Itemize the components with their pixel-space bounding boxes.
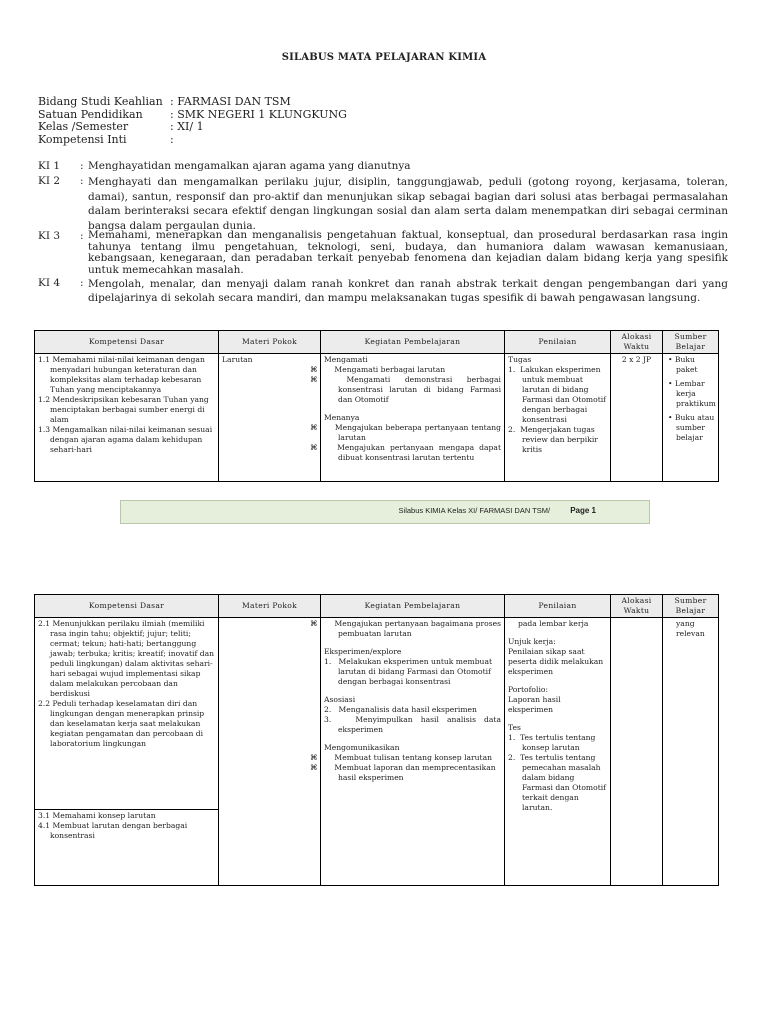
kd-cell	[35, 354, 219, 482]
kegiatan-heading: Mengomunikasikan	[324, 743, 400, 752]
header-materi-pokok: Materi Pokok	[219, 331, 321, 354]
checkbox-bullet-icon: ⌘	[310, 365, 318, 374]
page-number: Page 1	[570, 506, 596, 515]
materi-cell	[219, 618, 321, 886]
meta-label: Kompetensi Inti	[38, 133, 127, 146]
kd-cell	[35, 810, 219, 886]
table-header-row	[35, 331, 719, 354]
penilaian-item: 1. Tes tertulis tentang konsep larutan	[508, 733, 596, 752]
alokasi-cell: 2 x 2 JP	[611, 354, 663, 482]
kegiatan-cell	[310, 618, 505, 886]
checkbox-bullet-icon: ⌘	[310, 423, 318, 432]
page-footer	[120, 500, 648, 522]
kegiatan-heading: Mengamati	[324, 355, 368, 364]
ki-item: KI 3 : Memahami, menerapkan dan menganalisis pengetahuan faktual, konseptual, dan prosedural berdasarkan rasa ingin tahunya tentang ilmu pengetahuan, teknologi, seni, budaya, dan humaniora dalam wawasan kemanusiaan, kebangsaan, kenegaraan, dan peradaban terkait penyebab fenomena dan kejadian dalam bidang kerja yang spesifik untuk memecahkan masalah.	[38, 229, 728, 276]
checkbox-bullet-icon: ⌘	[310, 443, 318, 452]
ki-item: KI 1 : Menghayatidan mengamalkan ajaran agama yang dianutnya	[38, 160, 728, 173]
ki-item: KI 2 : Menghayati dan mengamalkan perilaku jujur, disiplin, tanggungjawab, peduli (gotong royong, kerjasama, toleran, damai), santun, responsif dan pro-aktif dan menunjukan sikap sebagai bagian dari solusi atas berbagai permasalahan dalam berinteraksi secara efektif dengan lingkungan sosial dan alam serta dalam menempatkan diri sebagai cerminan bangsa dalam pergaulan dunia.	[38, 175, 728, 232]
sumber-item: • Lembar kerja praktikum	[668, 379, 716, 408]
document-title: SILABUS MATA PELAJARAN KIMIA	[281, 52, 487, 63]
header-kegiatan: Kegiatan Pembelajaran	[321, 595, 505, 618]
meta-row: Bidang Studi Keahlian : FARMASI DAN TSM	[38, 95, 291, 108]
kegiatan-heading: Asosiasi	[324, 695, 356, 704]
penilaian-heading: Tugas	[508, 355, 532, 364]
meta-row: Kelas /Semester : XI/ 1	[38, 120, 204, 133]
meta-label: Kelas /Semester	[38, 120, 129, 133]
kegiatan-cell	[310, 354, 505, 482]
kegiatan-item: ⌘ Membuat tulisan tentang konsep larutan	[310, 753, 493, 762]
header-kompetensi-dasar: Kompetensi Dasar	[35, 331, 219, 354]
kegiatan-heading: Eksperimen/explore	[324, 647, 402, 656]
ki-label: KI 1	[38, 160, 61, 172]
kegiatan-item: ⌘ Mengajukan pertanyaan mengapa dapat dibuat konsentrasi larutan tertentu	[310, 443, 501, 462]
penilaian-heading: Portofolio:	[508, 685, 548, 694]
header-alokasi: Alokasi Waktu	[611, 595, 663, 618]
header-penilaian: Penilaian	[505, 595, 611, 618]
kd-cell	[35, 618, 219, 810]
kegiatan-item: ⌘ Membuat laporan dan memprecentasikan hasil eksperimen	[310, 763, 496, 782]
penilaian-cell	[505, 618, 611, 886]
header-kegiatan: Kegiatan Pembelajaran	[321, 331, 505, 354]
ki-label: KI 3	[38, 230, 61, 242]
penilaian-item: 1. Lakukan eksperimen untuk membuat larutan di bidang Farmasi dan Otomotif dengan berbagai konsentrasi	[508, 365, 606, 424]
ki-label: KI 2	[38, 175, 61, 187]
penilaian-cell	[505, 354, 611, 482]
kegiatan-item: ⌘ Mengamati demonstrasi berbagai konsentrasi larutan di bidang Farmasi dan Otomotif	[310, 375, 501, 404]
ki-item: KI 4 : Mengolah, menalar, dan menyaji dalam ranah konkret dan ranah abstrak terkait dengan pengembangan dari yang dipelajarinya di sekolah secara mandiri, dan mampu melaksanakan tugas spesifik di bawah pengawasan langsung.	[38, 277, 728, 304]
kegiatan-item: 1. Melakukan eksperimen untuk membuat larutan di bidang Farmasi dan Otomotif dengan berbagai konsentrasi	[324, 657, 493, 686]
meta-value: XI/ 1	[177, 120, 204, 133]
header-alokasi: Alokasi Waktu	[611, 331, 663, 354]
sumber-item: yang relevan	[676, 619, 705, 638]
footer-text: Silabus KIMIA Kelas XI/ FARMASI DAN TSM/	[398, 506, 551, 515]
ki-text: Menghayatidan mengamalkan ajaran agama yang dianutnya	[88, 160, 411, 172]
header-materi-pokok: Materi Pokok	[219, 595, 321, 618]
meta-label: Satuan Pendidikan	[38, 108, 143, 121]
penilaian-item: pada lembar kerja	[518, 619, 589, 628]
ki-label: KI 4	[38, 277, 61, 289]
table-row	[35, 354, 719, 482]
sumber-cell	[663, 354, 719, 482]
kd-item: 2.1 Menunjukkan perilaku ilmiah (memiliki rasa ingin tahu; objektif; jujur; teliti; cermat; tekun; hati-hati; bertanggung jawab; terbuka; kritis; kreatif; inovatif dan peduli lingkungan) dalam aktivitas sehari-hari sebagai wujud implementasi sikap dalam melakukan percobaan dan berdiskusi	[38, 619, 214, 698]
checkbox-bullet-icon: ⌘	[310, 375, 318, 384]
kd-item: 1.1 Memahami nilai-nilai keimanan dengan menyadari hubungan keteraturan dan kompleksitas alam terhadap kebesaran Tuhan yang menciptakannya	[38, 355, 205, 394]
checkbox-bullet-icon: ⌘	[310, 763, 318, 772]
kd-item: 3.1 Memahami konsep larutan	[38, 811, 156, 820]
penilaian-item: 2. Mengerjakan tugas review dan berpikir kritis	[508, 425, 598, 454]
sumber-cell	[663, 618, 719, 886]
header-penilaian: Penilaian	[505, 331, 611, 354]
kd-item: 1.3 Mengamalkan nilai-nilai keimanan sesuai dengan ajaran agama dalam kehidupan sehari-hari	[38, 425, 213, 454]
checkbox-bullet-icon: ⌘	[310, 753, 318, 762]
checkbox-bullet-icon: ⌘	[310, 619, 318, 628]
alokasi-cell	[611, 618, 663, 886]
header-kompetensi-dasar: Kompetensi Dasar	[35, 595, 219, 618]
ki-text: Mengolah, menalar, dan menyaji dalam ranah konkret dan ranah abstrak terkait dengan pengembangan dari yang dipelajarinya di sekolah secara mandiri, dan mampu melaksanakan tugas spesifik di bawah pengawasan langsung.	[88, 278, 728, 304]
kegiatan-item: ⌘ Mengajukan pertanyaan bagaimana proses pembuatan larutan	[310, 619, 501, 638]
ki-text: Memahami, menerapkan dan menganalisis pengetahuan faktual, konseptual, dan prosedural berdasarkan rasa ingin tahunya tentang ilmu pengetahuan, teknologi, seni, budaya, dan humaniora dalam wawasan kemanusiaan, kebangsaan, kenegaraan, dan peradaban terkait penyebab fenomena dan kejadian dalam bidang kerja yang spesifik untuk memecahkan masalah.	[88, 229, 728, 276]
kd-item: 2.2 Peduli terhadap keselamatan diri dan lingkungan dengan menerapkan prinsip dan keselamatan kerja saat melakukan kegiatan pengamatan dan percobaan di laboratorium lingkungan	[38, 699, 205, 748]
kegiatan-item: 2. Menganalisis data hasil eksperimen	[324, 705, 477, 714]
kegiatan-item: 3. Menyimpulkan hasil analisis data eksperimen	[324, 715, 501, 734]
penilaian-heading: Tes	[508, 723, 521, 732]
penilaian-heading: Unjuk kerja:	[508, 637, 556, 646]
sumber-item: • Buku paket	[668, 355, 698, 374]
meta-row: Satuan Pendidikan : SMK NEGERI 1 KLUNGKUNG	[38, 108, 347, 121]
table-row	[35, 618, 719, 810]
penilaian-item: Laporan hasil eksperimen	[508, 695, 561, 714]
kegiatan-item: ⌘ Mengajukan beberapa pertanyaan tentang larutan	[310, 423, 501, 442]
header-sumber: Sumber Belajar	[663, 331, 719, 354]
ki-text: Menghayati dan mengamalkan perilaku jujur, disiplin, tanggungjawab, peduli (gotong royong, kerjasama, toleran, damai), santun, responsif dan pro-aktif dan menunjukan sikap sebagai bagian dari solusi atas berbagai permasalahan dalam berinteraksi secara efektif dengan lingkungan sosial dan alam serta dalam menempatkan diri sebagai cerminan bangsa dalam pergaulan dunia.	[88, 176, 728, 232]
penilaian-item: Penilaian sikap saat peserta didik melakukan eksperimen	[508, 647, 604, 676]
materi-cell: Larutan	[219, 354, 321, 482]
syllabus-table-2	[34, 594, 719, 886]
kegiatan-item: ⌘ Mengamati berbagai larutan	[310, 365, 446, 374]
meta-value: SMK NEGERI 1 KLUNGKUNG	[177, 108, 347, 121]
penilaian-item: 2. Tes tertulis tentang pemecahan masalah dalam bidang Farmasi dan Otomotif terkait dengan larutan.	[508, 753, 606, 812]
meta-label: Bidang Studi Keahlian	[38, 95, 163, 108]
syllabus-table-1	[34, 330, 719, 482]
kd-item: 1.2 Mendeskripsikan kebesaran Tuhan yang menciptakan berbagai sumber energi di alam	[38, 395, 209, 424]
table-header-row	[35, 595, 719, 618]
meta-row: Kompetensi Inti :	[38, 133, 174, 146]
sumber-item: • Buku atau sumber belajar	[668, 413, 715, 442]
kegiatan-heading: Menanya	[324, 413, 360, 422]
meta-value: FARMASI DAN TSM	[177, 95, 291, 108]
header-sumber: Sumber Belajar	[663, 595, 719, 618]
kd-item: 4.1 Membuat larutan dengan berbagai konsentrasi	[38, 821, 188, 840]
